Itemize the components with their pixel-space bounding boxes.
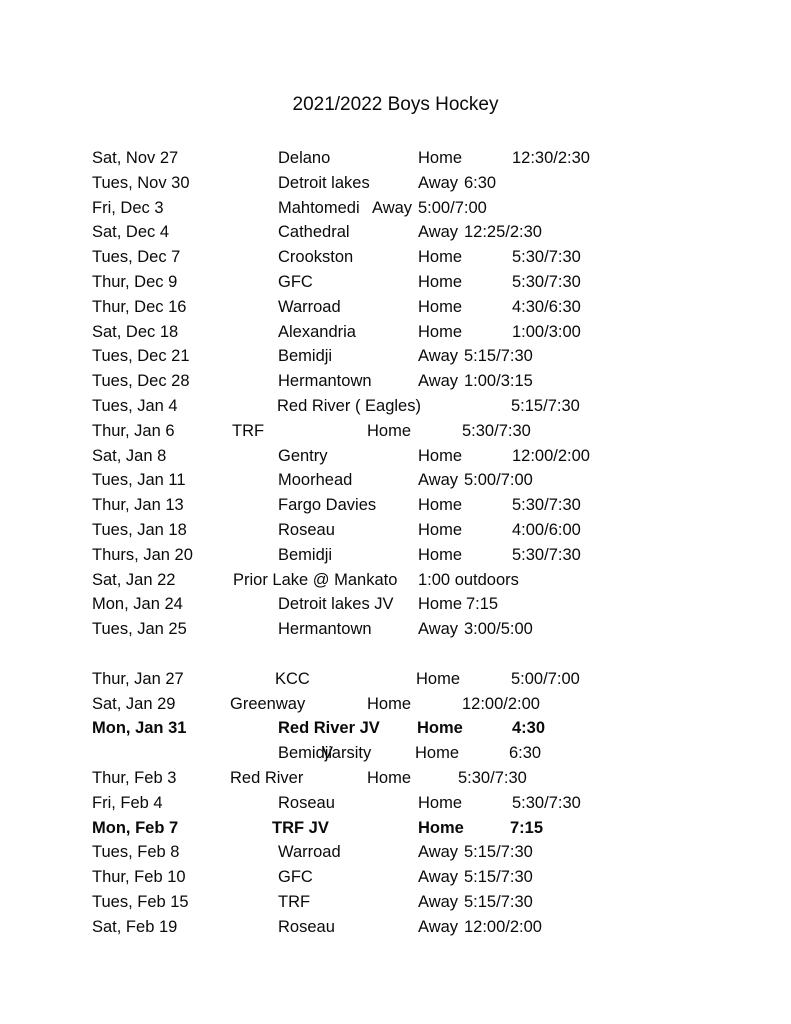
game-date: Tues, Jan 18 [92,520,187,539]
game-time: 5:15/7:30 [464,892,533,911]
opponent: Delano [278,149,331,167]
game-time: 7:15 [466,595,499,614]
opponent: Mahtomedi [278,198,360,217]
schedule-row [0,890,791,915]
location: Home [416,669,461,688]
location: Home [367,421,412,440]
schedule-row [0,320,791,345]
opponent: Red River ( Eagles) [277,396,421,415]
opponent: Bemidji [278,347,333,366]
schedule-row [0,196,791,221]
game-time: 1:00/3:15 [464,372,533,391]
opponent: GFC [278,868,313,887]
game-date: Mon, Jan 24 [92,595,183,614]
schedule-row [0,518,791,543]
schedule-row [0,468,791,493]
opponent: Fargo Davies [278,496,377,515]
schedule-row [0,543,791,568]
location: Home [418,149,463,167]
location: Away [418,471,459,490]
game-time: 5:30/7:30 [462,421,531,440]
schedule-row [0,592,791,617]
game-date: Tues, Jan 25 [92,620,187,639]
location: Away [418,620,459,639]
game-date: Sat, Dec 4 [92,223,170,242]
game-date: Sat, Feb 19 [92,917,178,936]
game-date: Tues, Dec 7 [92,248,181,267]
schedule-row [0,692,791,717]
game-date: Thur, Dec 16 [92,297,187,316]
opponent: Roseau [278,520,335,539]
opponent: TRF [232,421,265,440]
schedule-row [0,568,791,593]
game-time: 5:30/7:30 [512,545,581,564]
game-time: 6:30 [509,744,542,763]
game-time: 4:30 [512,719,546,738]
game-date: Thurs, Jan 20 [92,545,193,564]
location: Home [418,520,463,539]
schedule-row [0,493,791,518]
location: Away [418,917,459,936]
location: Home [418,545,463,564]
opponent: Hermantown [278,620,372,639]
game-time: 6:30 [464,173,497,192]
game-date: Sat, Jan 29 [92,694,176,713]
location: Home [418,496,463,515]
game-time: 1:00/3:00 [512,322,581,341]
game-time: 5:15/7:30 [464,843,533,862]
game-date: Mon, Feb 7 [92,818,179,837]
game-date: Thur, Dec 9 [92,272,178,291]
game-time: 12:00/2:00 [512,446,590,465]
game-date: Sat, Jan 22 [92,570,176,589]
location: Away [418,843,459,862]
opponent: Bemidji [278,545,333,564]
schedule-row [0,444,791,469]
game-time: 5:00/7:00 [511,669,580,688]
schedule-row [0,344,791,369]
schedule-row [0,667,791,692]
game-date: Tues, Feb 8 [92,843,180,862]
location: Home [417,719,463,738]
game-date: Thur, Jan 27 [92,669,184,688]
schedule-row [0,171,791,196]
game-date: Mon, Jan 31 [92,719,187,738]
game-time: 12:00/2:00 [462,694,540,713]
location: Away [418,173,459,192]
opponent: Detroit lakes JV [278,595,394,614]
location: Away [418,892,459,911]
game-time: 3:00/5:00 [464,620,533,639]
schedule-row [0,741,791,766]
game-time: 12:30/2:30 [512,149,590,167]
location: Away [418,347,459,366]
game-note: 1:00 outdoors [418,570,519,589]
game-date: Sat, Dec 18 [92,322,179,341]
location: Home [367,694,412,713]
schedule-row [0,245,791,270]
opponent: TRF JV [272,818,329,837]
schedule-row [0,617,791,642]
opponent: Roseau [278,793,335,812]
opponent: Gentry [278,446,328,465]
opponent: Prior Lake @ Mankato [233,570,398,589]
game-date: Fri, Feb 4 [92,793,163,812]
opponent: KCC [275,669,310,688]
opponent: Red River JV [278,719,380,738]
opponent: Warroad [278,297,341,316]
game-date: Tues, Dec 21 [92,347,190,366]
page-title: 2021/2022 Boys Hockey [292,94,499,115]
schedule-row [0,146,791,171]
game-date: Sat, Nov 27 [92,149,179,167]
opponent: Greenway [230,694,306,713]
schedule-row [0,369,791,394]
schedule-row [0,840,791,865]
game-time: 5:00/7:00 [464,471,533,490]
schedule-row [0,220,791,245]
game-time: 5:30/7:30 [512,496,581,515]
game-time: 12:00/2:00 [464,917,542,936]
opponent: Bemidji [278,744,333,763]
game-time: 7:15 [510,818,544,837]
schedule-row [0,270,791,295]
game-date: Tues, Jan 11 [92,471,186,490]
schedule-row [0,419,791,444]
opponent: Hermantown [278,372,372,391]
opponent: Red River [230,768,304,787]
game-time: 5:30/7:30 [458,768,527,787]
game-date: Thur, Feb 3 [92,768,177,787]
opponent: Roseau [278,917,335,936]
opponent: Crookston [278,248,354,267]
location: Home [367,768,412,787]
blank-row [0,642,791,667]
location: Home [418,248,463,267]
schedule [0,146,791,940]
game-time: 4:00/6:00 [512,520,581,539]
game-time: 12:25/2:30 [464,223,542,242]
game-time: 5:15/7:30 [464,868,533,887]
opponent: Alexandria [278,322,356,341]
game-date: Thur, Jan 6 [92,421,175,440]
game-date: Tues, Jan 4 [92,396,178,415]
game-time: 5:30/7:30 [512,272,581,291]
game-time: 5:00/7:00 [418,198,487,217]
schedule-row [0,716,791,741]
game-time: 5:30/7:30 [512,793,581,812]
game-date: Sat, Jan 8 [92,446,167,465]
opponent: Cathedral [278,223,350,242]
schedule-row [0,865,791,890]
game-date: Tues, Nov 30 [92,173,190,192]
location: Home [418,322,463,341]
schedule-row [0,791,791,816]
location: Home [418,446,463,465]
team-level: Varsity [322,744,372,763]
location: Home [418,818,464,837]
location: Home [418,793,463,812]
game-date: Tues, Feb 15 [92,892,189,911]
game-time: 5:15/7:30 [511,396,580,415]
schedule-row [0,295,791,320]
location: Home [415,744,460,763]
opponent: GFC [278,272,313,291]
opponent: Moorhead [278,471,353,490]
game-time: 5:15/7:30 [464,347,533,366]
game-date: Fri, Dec 3 [92,198,164,217]
game-date: Tues, Dec 28 [92,372,190,391]
opponent: Detroit lakes [278,173,370,192]
game-date: Thur, Feb 10 [92,868,186,887]
schedule-row [0,766,791,791]
location: Away [418,223,459,242]
game-date: Thur, Jan 13 [92,496,184,515]
game-time: 4:30/6:30 [512,297,581,316]
location: Away [418,868,459,887]
game-time: 5:30/7:30 [512,248,581,267]
location: Home [418,297,463,316]
location: Away [372,198,413,217]
location: Home [418,272,463,291]
opponent: Warroad [278,843,341,862]
schedule-row [0,816,791,841]
location: Home [418,595,463,614]
schedule-row [0,394,791,419]
location: Away [418,372,459,391]
opponent: TRF [278,892,311,911]
schedule-row [0,915,791,940]
